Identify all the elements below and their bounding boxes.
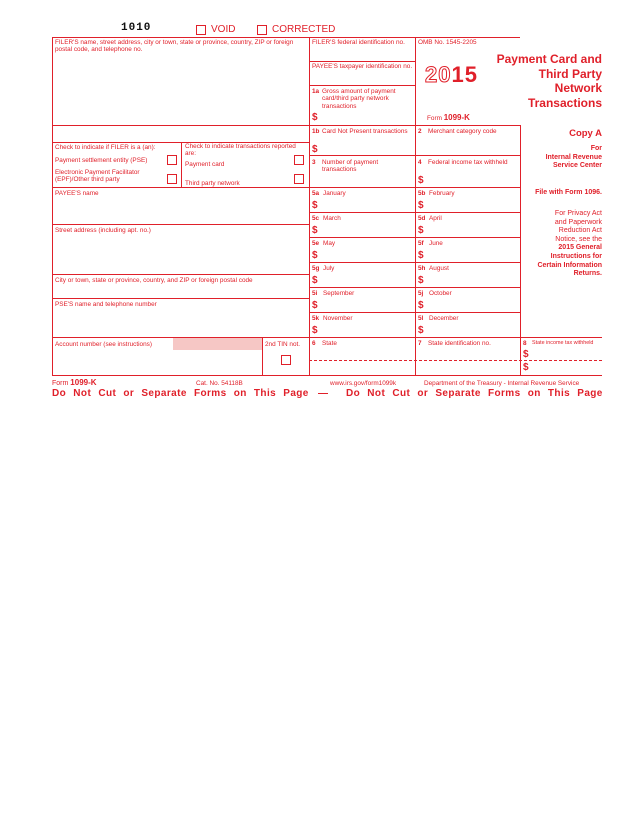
catalog-number: Cat. No. 54118B xyxy=(196,380,243,387)
box-6-number: 6 xyxy=(312,340,316,347)
box-5l-label: December xyxy=(429,315,459,322)
check-filer-label: Check to indicate if FILER is a (an): xyxy=(55,144,156,151)
corrected-checkbox[interactable] xyxy=(257,25,267,35)
filer-name-field[interactable] xyxy=(54,58,307,122)
box-5f-dollar: $ xyxy=(418,250,424,261)
filer-fed-id-label: FILER'S federal identification no. xyxy=(312,39,405,46)
box-5d-label: April xyxy=(429,215,442,222)
box-7-number: 7 xyxy=(418,340,422,347)
file-with-label: File with Form 1096. xyxy=(535,189,602,196)
box-5i-label: September xyxy=(323,290,355,297)
pse-label: Payment settlement entity (PSE) xyxy=(55,157,148,164)
box-6-label: State xyxy=(322,340,337,347)
box-5g-dollar: $ xyxy=(312,275,318,286)
box-5i-number: 5i xyxy=(312,290,318,297)
box-2-label: Merchant category code xyxy=(428,128,497,135)
box-5f-number: 5f xyxy=(418,240,424,247)
second-tin-checkbox[interactable] xyxy=(281,355,291,365)
irs-url: www.irs.gov/form1099k xyxy=(330,380,397,387)
street-address-label: Street address (including apt. no.) xyxy=(55,227,151,234)
account-number-label: Account number (see instructions) xyxy=(55,341,152,348)
box-4-number: 4 xyxy=(418,159,422,166)
box-5a-label: January xyxy=(323,190,346,197)
box-5k-dollar: $ xyxy=(312,325,318,336)
box-1a-dollar: $ xyxy=(312,112,318,123)
box-5e-dollar: $ xyxy=(312,250,318,261)
box-8-number: 8 xyxy=(523,340,527,347)
box-4-label: Federal income tax withheld xyxy=(428,159,508,166)
box-1b-label: Card Not Present transactions xyxy=(322,128,408,135)
box-3-label: Number of payment transactions xyxy=(322,159,379,174)
privacy-notice: For Privacy Act and Paperwork Reduction Act Notice, see the 2015 General Instructions for Certain Information Returns. xyxy=(537,210,602,278)
box-5h-dollar: $ xyxy=(418,275,424,286)
form-number-label: Form 1099-K xyxy=(427,113,470,122)
box-5c-label: March xyxy=(323,215,341,222)
box-5c-dollar: $ xyxy=(312,225,318,236)
box-5e-label: May xyxy=(323,240,336,247)
void-label: VOID xyxy=(211,24,236,35)
omb-number: OMB No. 1545-2205 xyxy=(418,39,477,46)
copy-a-title: Copy A xyxy=(569,128,602,139)
box-5c-number: 5c xyxy=(312,215,320,222)
box-7-label: State identification no. xyxy=(428,340,491,347)
box-5l-number: 5l xyxy=(418,315,424,322)
box-5a-number: 5a xyxy=(312,190,320,197)
pse-phone-label: PSE'S name and telephone number xyxy=(55,301,157,308)
box-1b-dollar: $ xyxy=(312,144,318,155)
box-5d-number: 5d xyxy=(418,215,426,222)
box-8-dollar-1: $ xyxy=(523,349,529,360)
tax-year: 2015 xyxy=(425,62,478,87)
box-5i-dollar: $ xyxy=(312,300,318,311)
payment-card-checkbox[interactable] xyxy=(294,155,304,165)
third-party-label: Third party network xyxy=(185,180,240,187)
city-label: City or town, state or province, country, and ZIP or foreign postal code xyxy=(55,277,253,284)
box-5f-label: June xyxy=(429,240,443,247)
box-1b-number: 1b xyxy=(312,128,320,135)
box-3-number: 3 xyxy=(312,159,316,166)
box-5l-dollar: $ xyxy=(418,325,424,336)
box-5h-number: 5h xyxy=(418,265,426,272)
box-5j-label: October xyxy=(429,290,452,297)
filer-name-label: FILER'S name, street address, city or town, state or province, country, ZIP or foreign postal code, and telephone no. xyxy=(55,39,294,54)
transactions-label: Check to indicate transactions reported are: xyxy=(185,143,296,158)
box-5b-label: February xyxy=(429,190,455,197)
box-5j-number: 5j xyxy=(418,290,424,297)
box-8-dollar-2: $ xyxy=(523,362,529,373)
second-tin-label: 2nd TIN not. xyxy=(265,341,301,348)
do-not-cut-left: Do Not Cut or Separate Forms on This Page xyxy=(52,388,309,399)
box-5b-number: 5b xyxy=(418,190,426,197)
copy-for-irs: For Internal Revenue Service Center xyxy=(545,145,602,169)
payee-tin-label: PAYEE'S taxpayer identification no. xyxy=(312,63,413,70)
box-5g-number: 5g xyxy=(312,265,320,272)
box-1a-label: Gross amount of payment card/third party network transactions xyxy=(322,88,396,110)
box-5h-label: August xyxy=(429,265,449,272)
box-1a-number: 1a xyxy=(312,88,320,95)
do-not-cut-right: Do Not Cut or Separate Forms on This Page xyxy=(346,388,603,399)
void-checkbox[interactable] xyxy=(196,25,206,35)
corrected-label: CORRECTED xyxy=(272,24,336,35)
epf-label: Electronic Payment Facilitator (EPF)/Other third party xyxy=(55,169,140,184)
account-number-field[interactable] xyxy=(173,338,262,350)
box-5g-label: July xyxy=(323,265,335,272)
box-5k-number: 5k xyxy=(312,315,320,322)
epf-checkbox[interactable] xyxy=(167,174,177,184)
third-party-checkbox[interactable] xyxy=(294,174,304,184)
box-5j-dollar: $ xyxy=(418,300,424,311)
box-5b-dollar: $ xyxy=(418,200,424,211)
form-title: Payment Card and Third Party Network Transactions xyxy=(496,52,602,110)
form-code: 1010 xyxy=(121,22,152,34)
box-5k-label: November xyxy=(323,315,353,322)
department-label: Department of the Treasury - Internal Revenue Service xyxy=(424,380,580,387)
box-5a-dollar: $ xyxy=(312,200,318,211)
box-5e-number: 5e xyxy=(312,240,320,247)
box-5d-dollar: $ xyxy=(418,225,424,236)
pse-checkbox[interactable] xyxy=(167,155,177,165)
payment-card-label: Payment card xyxy=(185,161,225,168)
payee-name-label: PAYEE'S name xyxy=(55,190,99,197)
box-4-dollar: $ xyxy=(418,175,424,186)
footer-form-label: Form 1099-K xyxy=(52,378,97,387)
box-8-label: State income tax withheld xyxy=(532,340,594,346)
box-2-number: 2 xyxy=(418,128,422,135)
do-not-cut-dash: — xyxy=(318,388,328,399)
